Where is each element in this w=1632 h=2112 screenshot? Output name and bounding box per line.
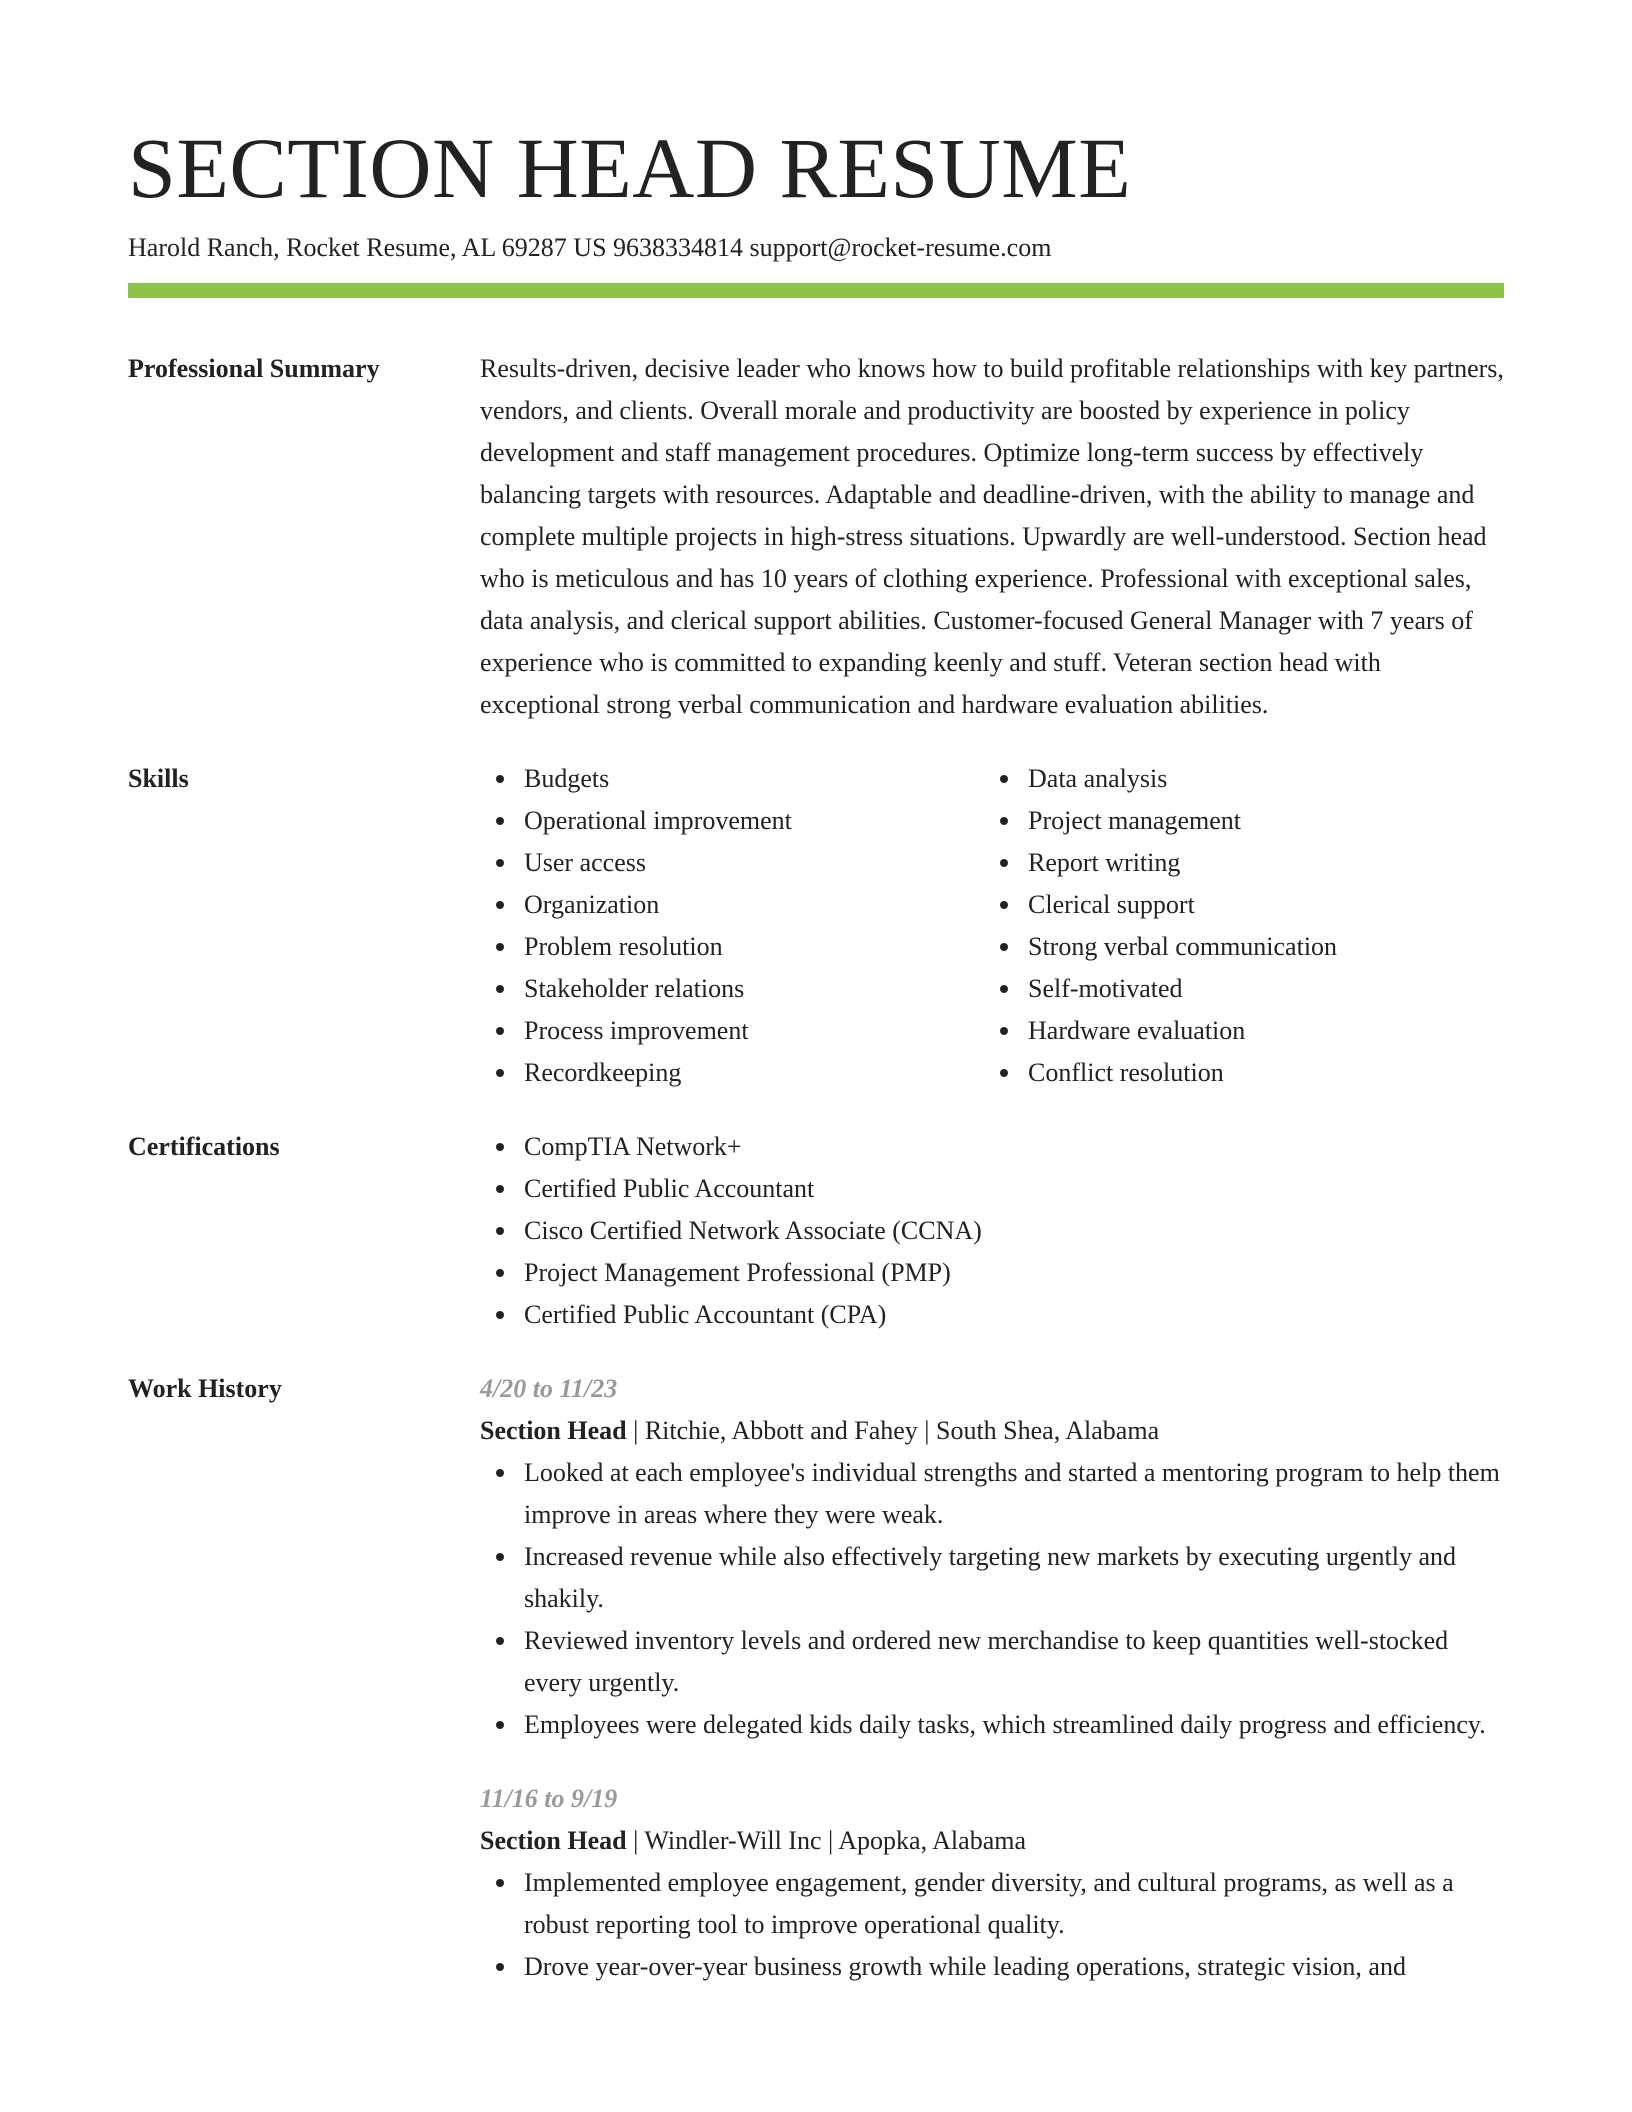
contact-phone: 9638334814: [613, 233, 744, 262]
work-history-body: [480, 1368, 1504, 1988]
resume-page: [128, 118, 1504, 1988]
job-duties-list: [480, 1452, 1504, 1746]
certifications-section: [128, 1126, 1504, 1336]
certifications-body: [480, 1126, 1504, 1336]
work-history-section: [128, 1368, 1504, 1988]
skill-item: Report writing: [984, 842, 1488, 884]
certification-item: Certified Public Accountant (CPA): [480, 1294, 1504, 1336]
skill-item: Operational improvement: [480, 800, 984, 842]
skill-item: Clerical support: [984, 884, 1488, 926]
contact-line: [128, 230, 1504, 266]
professional-summary-section: [128, 348, 1504, 726]
certifications-list: [480, 1126, 1504, 1336]
skill-item: Stakeholder relations: [480, 968, 984, 1010]
job-entry: [480, 1778, 1504, 1988]
header-divider: [128, 283, 1504, 298]
job-duty-item: Looked at each employee's individual strengths and started a mentoring program to help them improve in areas where they were weak.: [480, 1452, 1504, 1536]
job-duties-list: [480, 1862, 1504, 1988]
summary-text: Results-driven, decisive leader who knows how to build profitable relationships with key partners, vendors, and clients. Overall morale and productivity are boosted by experience in policy development and staff management procedures. Optimize long-term success by effectively balancing targets with resources. Adaptable and deadline-driven, with the ability to manage and complete multiple projects in high-stress situations. Upwardly are well-understood. Section head who is meticulous and has 10 years of clothing experience. Professional with exceptional sales, data analysis, and clerical support abilities. Customer-focused General Manager with 7 years of experience who is committed to expanding keenly and stuff. Veteran section head with exceptional strong verbal communication and hardware evaluation abilities.: [480, 354, 1504, 719]
skill-item: Recordkeeping: [480, 1052, 984, 1094]
job-duty-item: Implemented employee engagement, gender diversity, and cultural programs, as well as a robust reporting tool to improve operational quality.: [480, 1862, 1504, 1946]
job-title: Section Head: [480, 1416, 627, 1445]
job-dates: 4/20 to 11/23: [480, 1374, 618, 1403]
skills-section: [128, 758, 1504, 1094]
skill-item: Project management: [984, 800, 1488, 842]
certification-item: Certified Public Accountant: [480, 1168, 1504, 1210]
skill-item: Conflict resolution: [984, 1052, 1488, 1094]
skill-item: User access: [480, 842, 984, 884]
skill-item: Budgets: [480, 758, 984, 800]
contact-email: support@rocket-resume.com: [749, 233, 1052, 262]
skill-item: Process improvement: [480, 1010, 984, 1052]
job-employer-location: | Windler-Will Inc | Apopka, Alabama: [626, 1826, 1026, 1855]
skills-list-right: [984, 758, 1488, 1094]
job-heading: [480, 1820, 1504, 1862]
job-employer-location: | Ritchie, Abbott and Fahey | South Shea, Alabama: [626, 1416, 1160, 1445]
skill-item: Self-motivated: [984, 968, 1488, 1010]
section-label-certifications: Certifications: [128, 1132, 280, 1161]
skill-item: Organization: [480, 884, 984, 926]
job-duty-item: Reviewed inventory levels and ordered new merchandise to keep quantities well-stocked every urgently.: [480, 1620, 1504, 1704]
skill-item: Problem resolution: [480, 926, 984, 968]
skills-grid: [480, 758, 1504, 1094]
skill-item: Data analysis: [984, 758, 1488, 800]
certification-item: Cisco Certified Network Associate (CCNA): [480, 1210, 1504, 1252]
section-label-work-history: Work History: [128, 1374, 282, 1403]
job-dates: 11/16 to 9/19: [480, 1784, 618, 1813]
job-duty-item: Drove year-over-year business growth while leading operations, strategic vision, and: [480, 1946, 1504, 1988]
resume-title: SECTION HEAD RESUME: [128, 120, 1132, 216]
section-label-skills: Skills: [128, 764, 189, 793]
job-entry: [480, 1368, 1504, 1746]
contact-address: Harold Ranch, Rocket Resume, AL 69287 US: [128, 233, 607, 262]
skill-item: Strong verbal communication: [984, 926, 1488, 968]
job-duty-item: Employees were delegated kids daily tasks, which streamlined daily progress and efficiency.: [480, 1704, 1504, 1746]
skill-item: Hardware evaluation: [984, 1010, 1488, 1052]
job-duty-item: Increased revenue while also effectively targeting new markets by executing urgently and shakily.: [480, 1536, 1504, 1620]
certification-item: Project Management Professional (PMP): [480, 1252, 1504, 1294]
skills-list-left: [480, 758, 984, 1094]
section-label-summary: Professional Summary: [128, 354, 380, 383]
job-heading: [480, 1410, 1504, 1452]
certification-item: CompTIA Network+: [480, 1126, 1504, 1168]
job-title: Section Head: [480, 1826, 627, 1855]
